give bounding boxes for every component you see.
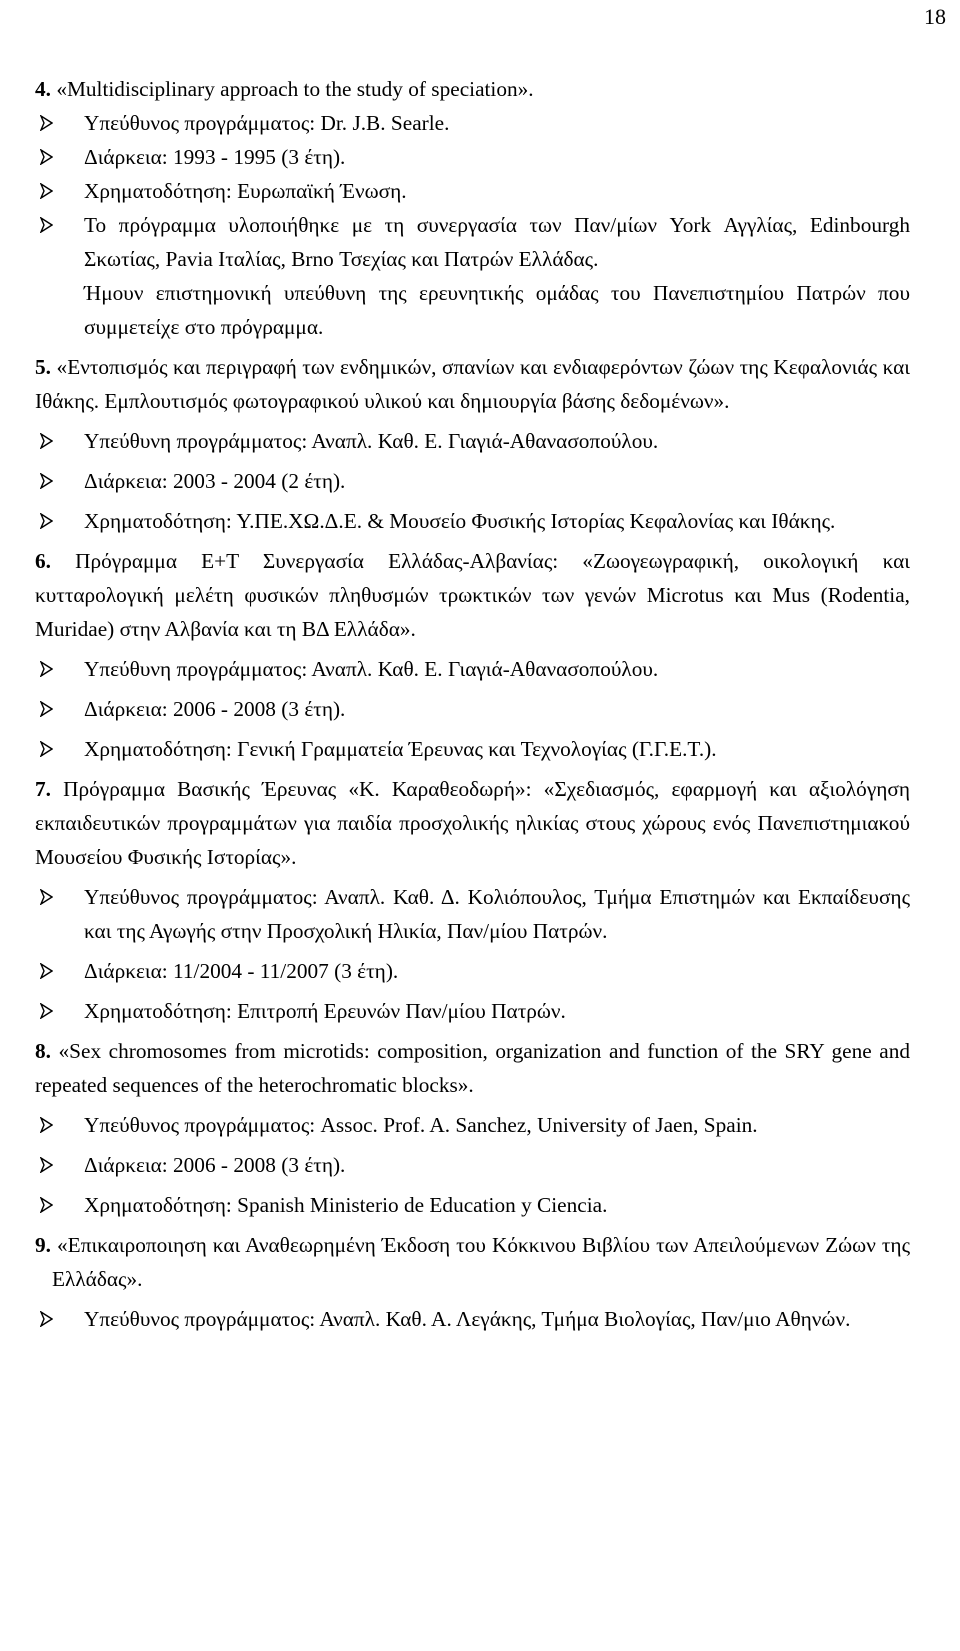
project-number: 6. bbox=[35, 549, 51, 573]
detail-text: Διάρκεια: 2006 - 2008 (3 έτη). bbox=[84, 697, 346, 721]
detail-item bbox=[35, 1148, 910, 1182]
detail-item bbox=[35, 140, 910, 174]
detail-item bbox=[35, 994, 910, 1028]
arrow-bullet-icon bbox=[40, 963, 53, 979]
project-details bbox=[35, 424, 910, 538]
project-heading bbox=[35, 72, 910, 106]
detail-text: Διάρκεια: 2006 - 2008 (3 έτη). bbox=[84, 1153, 346, 1177]
arrow-bullet-icon bbox=[40, 889, 53, 905]
detail-item bbox=[35, 174, 910, 208]
arrow-bullet-icon bbox=[40, 183, 53, 199]
project-heading bbox=[35, 772, 910, 874]
project-number: 8. bbox=[35, 1039, 51, 1063]
arrow-bullet-icon bbox=[40, 149, 53, 165]
detail-item bbox=[35, 464, 910, 498]
detail-text: Υπεύθυνος προγράμματος: Αναπλ. Καθ. Δ. Κολιόπουλος, Τμήμα Επιστημών και Εκπαίδευσης και της Αγωγής στην Προσχολική Ηλικία, Παν/μίου Πατρών. bbox=[84, 885, 910, 943]
project-heading bbox=[35, 350, 910, 418]
page-number: 18 bbox=[924, 4, 946, 29]
project-title: Πρόγραμμα Ε+Τ Συνεργασία Ελλάδας-Αλβανίας: «Ζωογεωγραφική, οικολογική και κυτταρολογική μελέτη φυσικών πληθυσμών τρωκτικών των γενών Microtus και Mus (Rodentia, Muridae) στην Αλβανία και τη ΒΔ Ελλάδα». bbox=[35, 549, 910, 641]
detail-text: Υπεύθυνος προγράμματος: Dr. J.B. Searle. bbox=[84, 111, 450, 135]
project-heading bbox=[35, 544, 910, 646]
detail-text: Διάρκεια: 1993 - 1995 (3 έτη). bbox=[84, 145, 346, 169]
detail-text: Υπεύθυνος προγράμματος: Αναπλ. Καθ. Α. Λεγάκης, Τμήμα Βιολογίας, Παν/μιο Αθηνών. bbox=[84, 1307, 851, 1331]
arrow-bullet-icon bbox=[40, 1003, 53, 1019]
detail-item bbox=[35, 106, 910, 140]
detail-item bbox=[35, 692, 910, 726]
detail-text: Διάρκεια: 11/2004 - 11/2007 (3 έτη). bbox=[84, 959, 399, 983]
project-6 bbox=[35, 544, 910, 766]
arrow-bullet-icon bbox=[40, 473, 53, 489]
detail-item bbox=[35, 652, 910, 686]
project-number: 7. bbox=[35, 777, 51, 801]
project-title: «Sex chromosomes from microtids: composition, organization and function of the SRY gene and repeated sequences of the heterochromatic blocks». bbox=[35, 1039, 910, 1097]
project-note: Ήμουν επιστημονική υπεύθυνη της ερευνητικής ομάδας του Πανεπιστημίου Πατρών που συμμετείχε στο πρόγραμμα. bbox=[84, 281, 910, 339]
detail-text: Χρηματοδότηση: Γενική Γραμματεία Έρευνας και Τεχνολογίας (Γ.Γ.Ε.Τ.). bbox=[84, 737, 717, 761]
project-details bbox=[35, 1108, 910, 1222]
detail-item bbox=[35, 732, 910, 766]
arrow-bullet-icon bbox=[40, 217, 53, 233]
detail-text: Χρηματοδότηση: Ευρωπαϊκή Ένωση. bbox=[84, 179, 407, 203]
arrow-bullet-icon bbox=[40, 1197, 53, 1213]
detail-item bbox=[35, 1188, 910, 1222]
project-title: Πρόγραμμα Βασικής Έρευνας «Κ. Καραθεοδωρή»: «Σχεδιασμός, εφαρμογή και αξιολόγηση εκπαιδευτικών προγραμμάτων για παιδία προσχολικής ηλικίας στους χώρους ενός Πανεπιστημιακού Μουσείου Φυσικής Ιστορίας». bbox=[35, 777, 910, 869]
project-5 bbox=[35, 350, 910, 538]
detail-item bbox=[35, 1108, 910, 1142]
detail-text: Το πρόγραμμα υλοποιήθηκε με τη συνεργασία των Παν/μίων York Αγγλίας, Edinbourgh Σκωτίας, Pavia Ιταλίας, Brno Τσεχίας και Πατρών Ελλάδας. bbox=[84, 213, 910, 271]
detail-text: Χρηματοδότηση: Υ.ΠΕ.ΧΩ.Δ.Ε. & Μουσείο Φυσικής Ιστορίας Κεφαλονίας και Ιθάκης. bbox=[84, 509, 836, 533]
detail-text: Υπεύθυνη προγράμματος: Αναπλ. Καθ. Ε. Γιαγιά-Αθανασοπούλου. bbox=[84, 657, 659, 681]
project-heading bbox=[35, 1228, 910, 1296]
detail-text: Χρηματοδότηση: Spanish Ministerio de Education y Ciencia. bbox=[84, 1193, 608, 1217]
project-title: «Επικαιροποιηση και Αναθεωρημένη Έκδοση του Κόκκινου Βιβλίου των Απειλούμενων Ζώων της Ελλάδας». bbox=[52, 1233, 910, 1291]
arrow-bullet-icon bbox=[40, 701, 53, 717]
project-title: «Εντοπισμός και περιγραφή των ενδημικών, σπανίων και ενδιαφερόντων ζώων της Κεφαλονιάς και Ιθάκης. Εμπλουτισμός φωτογραφικού υλικού και δημιουργία βάσης δεδομένων». bbox=[35, 355, 910, 413]
arrow-bullet-icon bbox=[40, 433, 53, 449]
arrow-bullet-icon bbox=[40, 741, 53, 757]
detail-item bbox=[35, 504, 910, 538]
detail-text: Υπεύθυνος προγράμματος: Assoc. Prof. A. Sanchez, University of Jaen, Spain. bbox=[84, 1113, 758, 1137]
detail-text: Διάρκεια: 2003 - 2004 (2 έτη). bbox=[84, 469, 346, 493]
arrow-bullet-icon bbox=[40, 1117, 53, 1133]
project-details bbox=[35, 652, 910, 766]
detail-item bbox=[35, 208, 910, 276]
detail-item bbox=[35, 1302, 910, 1336]
detail-item bbox=[35, 880, 910, 948]
project-details bbox=[35, 1302, 910, 1336]
project-8 bbox=[35, 1034, 910, 1222]
project-number: 4. bbox=[35, 77, 51, 101]
project-details bbox=[35, 880, 910, 1028]
detail-item bbox=[35, 424, 910, 458]
project-title: «Multidisciplinary approach to the study of speciation». bbox=[56, 77, 534, 101]
arrow-bullet-icon bbox=[40, 1157, 53, 1173]
detail-text: Υπεύθυνη προγράμματος: Αναπλ. Καθ. Ε. Γιαγιά-Αθανασοπούλου. bbox=[84, 429, 659, 453]
document-body bbox=[35, 72, 910, 1336]
arrow-bullet-icon bbox=[40, 513, 53, 529]
arrow-bullet-icon bbox=[40, 115, 53, 131]
project-details bbox=[35, 106, 910, 276]
detail-item bbox=[35, 954, 910, 988]
project-7 bbox=[35, 772, 910, 1028]
detail-text: Χρηματοδότηση: Επιτροπή Ερευνών Παν/μίου Πατρών. bbox=[84, 999, 566, 1023]
project-9 bbox=[35, 1228, 910, 1336]
project-number: 5. bbox=[35, 355, 51, 379]
project-number: 9. bbox=[35, 1233, 51, 1257]
arrow-bullet-icon bbox=[40, 661, 53, 677]
arrow-bullet-icon bbox=[40, 1311, 53, 1327]
project-heading bbox=[35, 1034, 910, 1102]
project-4 bbox=[35, 72, 910, 344]
